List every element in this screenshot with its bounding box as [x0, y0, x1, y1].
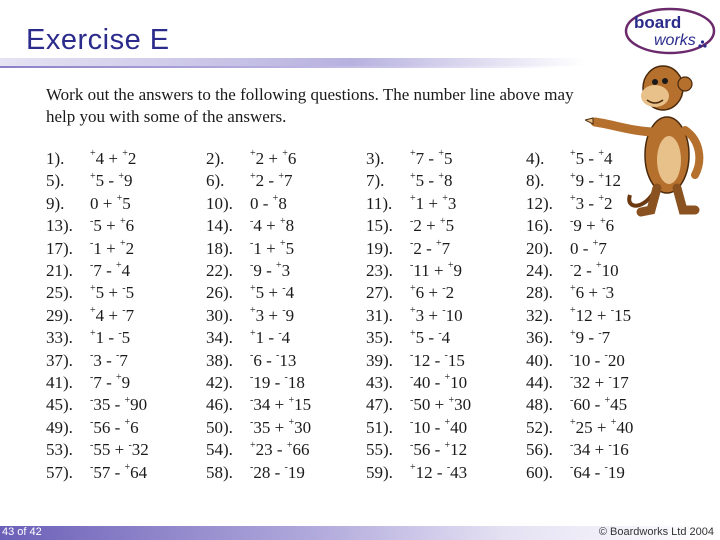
question-item: [366, 395, 471, 415]
question-item: [206, 463, 305, 483]
question-number: 12).: [526, 193, 553, 213]
question-item: [206, 194, 287, 214]
question-item: [366, 239, 450, 259]
question-number: 7).: [366, 171, 385, 191]
question-expression: -35 - +90: [90, 394, 148, 415]
question-number: 29).: [46, 305, 73, 325]
question-expression: +25 + +40: [570, 417, 634, 437]
question-number: 28).: [526, 283, 553, 303]
question-number: 10).: [206, 193, 233, 213]
question-item: [206, 149, 296, 169]
question-item: [46, 261, 130, 281]
question-item: [526, 351, 625, 371]
question-expression: +6 + -2: [410, 282, 455, 303]
question-number: 24).: [526, 261, 553, 280]
logo-text-top: board: [634, 13, 682, 32]
question-item: [526, 306, 631, 326]
question-expression: 0 - +7: [570, 237, 607, 258]
question-item: [206, 373, 305, 393]
question-item: [366, 418, 467, 438]
instructions-text: Work out the answers to the following questions. The number line above may help you with some of the answers.: [46, 85, 574, 126]
question-item: [526, 440, 629, 460]
question-number: 21).: [46, 261, 73, 280]
question-number: 27).: [366, 283, 393, 303]
question-number: 42).: [206, 373, 233, 392]
question-expression: -50 + +30: [410, 394, 472, 415]
question-item: [206, 216, 294, 236]
question-expression: +2 + +6: [250, 148, 297, 168]
question-number: 45).: [46, 395, 73, 415]
question-item: [366, 373, 467, 393]
question-item: [206, 351, 296, 371]
question-number: 59).: [366, 462, 393, 482]
question-item: [206, 395, 311, 415]
question-expression: -32 + -17: [570, 372, 629, 392]
question-item: [206, 239, 294, 259]
question-expression: -10 - +40: [410, 417, 468, 437]
question-item: [366, 171, 452, 191]
question-number: 15).: [366, 216, 393, 236]
question-number: 30).: [206, 305, 233, 325]
question-number: 18).: [206, 238, 233, 258]
question-item: [526, 261, 619, 281]
question-item: [366, 306, 463, 326]
question-expression: -5 + +6: [90, 215, 135, 236]
copyright-text: © Boardworks Ltd 2004: [598, 526, 714, 538]
question-item: [366, 261, 462, 281]
question-number: 40).: [526, 350, 553, 370]
question-expression: -6 - -13: [250, 349, 297, 370]
page-title: Exercise E: [26, 24, 170, 56]
question-item: [46, 373, 130, 393]
question-expression: +7 - +5: [410, 148, 453, 168]
question-item: [526, 283, 614, 303]
question-item: [526, 463, 625, 483]
question-expression: -28 - -19: [250, 461, 305, 482]
question-number: 37).: [46, 350, 73, 370]
question-expression: -2 - +7: [410, 237, 451, 258]
question-item: [46, 395, 147, 415]
question-expression: +5 + -4: [250, 282, 295, 303]
question-item: [46, 328, 130, 348]
question-item: [46, 306, 134, 326]
question-expression: -19 - -18: [250, 372, 305, 392]
question-expression: -9 + +6: [570, 215, 615, 236]
question-item: [46, 463, 147, 483]
question-item: [46, 149, 136, 169]
question-number: 23).: [366, 261, 393, 280]
question-expression: +5 - -4: [410, 327, 451, 348]
question-number: 5).: [46, 171, 65, 191]
question-expression: -4 + +8: [250, 215, 295, 236]
question-number: 16).: [526, 216, 553, 236]
question-number: 48).: [526, 395, 553, 415]
question-expression: -64 - -19: [570, 461, 625, 482]
question-item: [46, 216, 134, 236]
question-expression: -3 - -7: [90, 349, 128, 370]
question-expression: +9 - -7: [570, 327, 611, 348]
question-expression: -56 - +12: [410, 439, 468, 460]
question-expression: -34 + -16: [570, 439, 629, 460]
question-number: 35).: [366, 328, 393, 348]
question-number: 50).: [206, 417, 233, 437]
question-number: 51).: [366, 417, 393, 437]
question-item: [526, 239, 607, 259]
question-item: [206, 418, 311, 438]
question-number: 19).: [366, 238, 393, 258]
question-number: 33).: [46, 328, 73, 348]
question-number: 41).: [46, 373, 73, 392]
question-expression: -11 + +9: [410, 260, 462, 280]
question-item: [46, 351, 128, 371]
question-number: 46).: [206, 395, 233, 415]
question-expression: 0 + +5: [90, 193, 131, 213]
question-item: [46, 440, 149, 460]
question-item: [526, 418, 633, 438]
question-number: 58).: [206, 462, 233, 482]
question-item: [206, 306, 294, 326]
question-number: 38).: [206, 350, 233, 370]
question-number: 34).: [206, 328, 233, 348]
question-number: 49).: [46, 417, 73, 437]
question-item: [526, 194, 612, 214]
question-item: [526, 216, 614, 236]
question-item: [366, 216, 454, 236]
question-item: [46, 171, 132, 191]
question-number: 11).: [366, 193, 393, 213]
question-item: [366, 440, 467, 460]
question-number: 43).: [366, 373, 393, 392]
question-number: 8).: [526, 171, 545, 191]
question-item: [46, 283, 134, 303]
question-expression: -35 + +30: [250, 417, 312, 437]
question-expression: +5 - +9: [90, 170, 133, 191]
question-expression: +4 + -7: [90, 305, 135, 325]
question-number: 32).: [526, 305, 553, 325]
question-number: 47).: [366, 395, 393, 415]
question-expression: -1 + +5: [250, 237, 295, 258]
question-expression: +1 + +3: [410, 193, 457, 213]
logo-text-bottom: works: [654, 32, 696, 49]
question-expression: 0 - +8: [250, 193, 287, 213]
slide-number: 43 of 42: [2, 526, 42, 538]
question-number: 25).: [46, 283, 73, 303]
header-divider-line: [0, 66, 560, 68]
question-item: [206, 328, 290, 348]
question-number: 4).: [526, 149, 545, 168]
question-expression: +23 - +66: [250, 439, 310, 460]
question-number: 13).: [46, 216, 73, 236]
question-expression: +3 + -10: [410, 305, 463, 325]
question-expression: -2 + +5: [410, 215, 455, 236]
question-item: [366, 351, 465, 371]
question-item: [46, 239, 134, 259]
question-expression: +6 + -3: [570, 282, 615, 303]
question-number: 36).: [526, 328, 553, 348]
question-expression: +3 - +2: [570, 193, 613, 213]
question-expression: +5 + -5: [90, 282, 135, 303]
question-number: 57).: [46, 462, 73, 482]
question-number: 3).: [366, 149, 385, 168]
question-expression: -12 - -15: [410, 349, 465, 370]
question-expression: -1 + +2: [90, 237, 135, 258]
question-item: [206, 283, 294, 303]
question-number: 26).: [206, 283, 233, 303]
question-expression: -10 - -20: [570, 349, 625, 370]
question-item: [206, 171, 292, 191]
question-number: 56).: [526, 440, 553, 460]
question-expression: -56 - +6: [90, 417, 139, 437]
question-expression: -2 - +10: [570, 260, 619, 280]
question-number: 31).: [366, 305, 393, 325]
question-number: 17).: [46, 238, 73, 258]
question-expression: +12 + -15: [570, 305, 632, 325]
question-item: [46, 194, 131, 214]
question-expression: +1 - -5: [90, 327, 131, 348]
question-item: [526, 373, 629, 393]
question-number: 6).: [206, 171, 225, 191]
boardworks-logo: [624, 6, 716, 56]
question-number: 44).: [526, 373, 553, 392]
question-item: [206, 440, 309, 460]
question-number: 60).: [526, 462, 553, 482]
question-expression: -34 + +15: [250, 394, 312, 415]
question-number: 2).: [206, 149, 225, 168]
question-expression: +4 + +2: [90, 148, 137, 168]
question-expression: +12 - -43: [410, 461, 468, 482]
question-expression: -7 - +9: [90, 372, 131, 392]
question-item: [366, 149, 452, 169]
question-number: 14).: [206, 216, 233, 236]
question-number: 1).: [46, 149, 65, 168]
question-number: 55).: [366, 440, 393, 460]
question-item: [366, 194, 456, 214]
question-expression: +5 - +4: [570, 148, 613, 168]
question-item: [206, 261, 290, 281]
question-item: [366, 283, 454, 303]
question-expression: -7 - +4: [90, 260, 131, 280]
question-expression: -9 - +3: [250, 260, 291, 280]
question-item: [526, 149, 612, 169]
question-number: 22).: [206, 261, 233, 280]
question-expression: +9 - +12: [570, 170, 621, 191]
question-expression: -57 - +64: [90, 461, 148, 482]
header-divider: [0, 58, 585, 66]
question-number: 53).: [46, 440, 73, 460]
question-expression: -55 + -32: [90, 439, 149, 460]
question-number: 39).: [366, 350, 393, 370]
question-number: 52).: [526, 417, 553, 437]
question-expression: +1 - -4: [250, 327, 291, 348]
question-item: [526, 328, 610, 348]
question-item: [526, 171, 621, 191]
question-expression: +3 + -9: [250, 305, 295, 325]
question-number: 9).: [46, 193, 65, 213]
question-number: 20).: [526, 238, 553, 258]
question-expression: +5 - +8: [410, 170, 453, 191]
question-expression: +2 - +7: [250, 170, 293, 191]
question-expression: -60 - +45: [570, 394, 628, 415]
question-item: [366, 328, 450, 348]
question-expression: -40 - +10: [410, 372, 468, 392]
question-number: 54).: [206, 440, 233, 460]
question-item: [46, 418, 139, 438]
question-item: [366, 463, 467, 483]
question-item: [526, 395, 627, 415]
